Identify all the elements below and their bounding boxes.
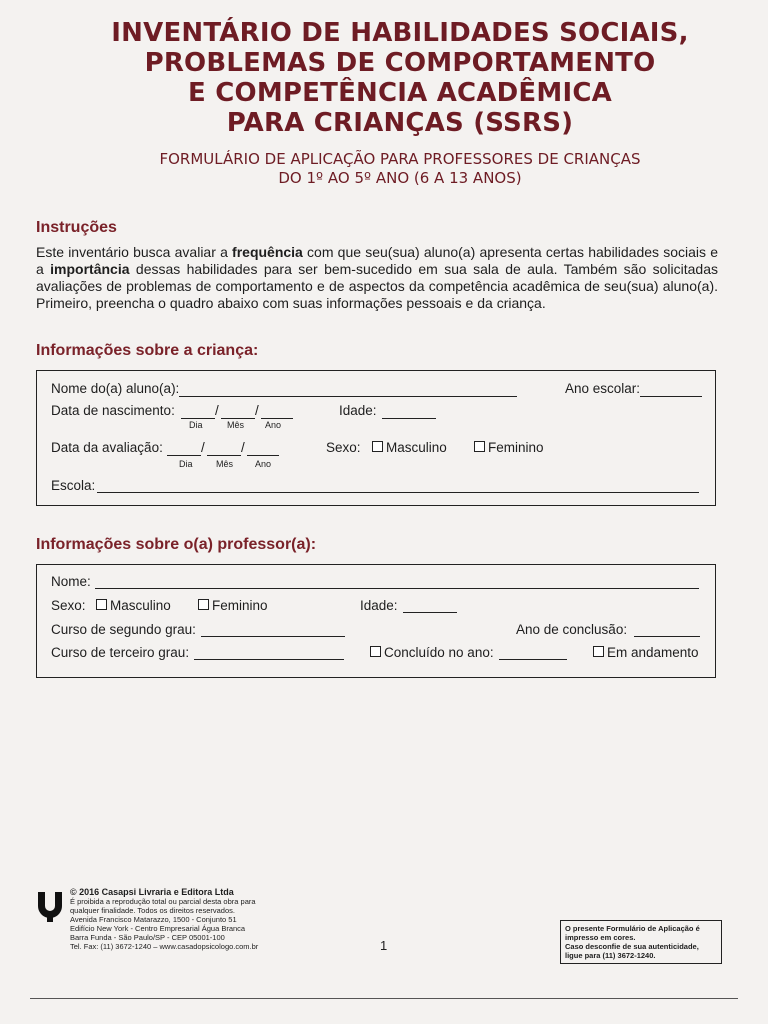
teacher-age-label: Idade: xyxy=(360,598,398,613)
child-sex-male-option[interactable] xyxy=(372,440,447,455)
instructions-heading: Instruções xyxy=(36,219,117,236)
school-year-field[interactable] xyxy=(640,396,702,397)
conclusion-year-label: Ano de conclusão: xyxy=(516,622,628,637)
student-name-field[interactable] xyxy=(179,396,517,397)
day-hint: Dia xyxy=(189,420,203,430)
authenticity-notice xyxy=(560,920,722,964)
school-year-label: Ano escolar: xyxy=(565,381,641,396)
concluded-label: Concluído no ano: xyxy=(384,645,494,660)
title-line: INVENTÁRIO DE HABILIDADES SOCIAIS, xyxy=(111,18,689,48)
instructions-text xyxy=(36,244,718,312)
form-title xyxy=(60,18,740,138)
eval-month-field[interactable] xyxy=(207,455,241,456)
title-line: PARA CRIANÇAS (SSRS) xyxy=(226,108,574,138)
subtitle-line: DO 1º AO 5º ANO (6 A 13 ANOS) xyxy=(278,169,522,187)
child-age-field[interactable] xyxy=(382,418,436,419)
female-label: Feminino xyxy=(488,440,544,455)
checkbox-icon[interactable] xyxy=(96,599,107,610)
school-label: Escola: xyxy=(51,478,96,493)
instructions-bold: frequência xyxy=(232,244,303,260)
publisher-line: É proibida a reprodução total ou parcial desta obra para xyxy=(70,897,256,906)
birth-year-field[interactable] xyxy=(261,418,293,419)
year-hint: Ano xyxy=(265,420,282,430)
publisher-logo-icon xyxy=(36,890,64,922)
checkbox-icon[interactable] xyxy=(198,599,209,610)
teacher-name-field[interactable] xyxy=(95,588,699,589)
page-number: 1 xyxy=(380,938,388,953)
instructions-part: dessas habilidades para ser bem-sucedido em sua sala de aula. Também são solicitadas avaliações de problemas de comportamento e de aspectos da competência acadêmica de seu(sua) aluno(a). Primeiro, preencha o quadro abaixo com suas informações pessoais e da criança. xyxy=(36,261,718,311)
checkbox-icon[interactable] xyxy=(474,441,485,452)
checkbox-icon[interactable] xyxy=(370,646,381,657)
publisher-line: Edifício New York - Centro Empresarial Água Branca xyxy=(70,924,246,933)
notice-line: ligue para (11) 3672-1240. xyxy=(565,951,656,960)
child-sex-female-option[interactable] xyxy=(474,440,544,455)
teacher-name-label: Nome: xyxy=(51,574,91,589)
notice-line: Caso desconfie de sua autenticidade, xyxy=(565,942,699,951)
ongoing-label: Em andamento xyxy=(607,645,699,660)
year-hint: Ano xyxy=(255,459,272,469)
ongoing-option[interactable] xyxy=(593,645,699,660)
notice-line: impresso em cores. xyxy=(565,933,636,942)
teacher-age-field[interactable] xyxy=(403,612,457,613)
notice-line: O presente Formulário de Aplicação é xyxy=(565,924,700,933)
male-label: Masculino xyxy=(110,598,171,613)
second-grade-course-label: Curso de segundo grau: xyxy=(51,622,196,637)
day-hint: Dia xyxy=(179,459,193,469)
third-grade-course-label: Curso de terceiro grau: xyxy=(51,645,190,660)
eval-year-field[interactable] xyxy=(247,455,279,456)
month-hint: Mês xyxy=(216,459,234,469)
teacher-sex-label: Sexo: xyxy=(51,598,86,613)
date-separator: / xyxy=(215,403,219,418)
child-info-box xyxy=(36,370,716,506)
birth-month-field[interactable] xyxy=(221,418,255,419)
publisher-line: Barra Funda - São Paulo/SP - CEP 05001-100 xyxy=(70,933,225,942)
birth-date-label: Data de nascimento: xyxy=(51,403,175,418)
child-sex-label: Sexo: xyxy=(326,440,361,455)
child-age-label: Idade: xyxy=(339,403,377,418)
evaluation-date-label: Data da avaliação: xyxy=(51,440,163,455)
date-separator: / xyxy=(241,440,245,455)
publisher-info xyxy=(70,888,258,951)
male-label: Masculino xyxy=(386,440,447,455)
second-grade-course-field[interactable] xyxy=(201,636,345,637)
teacher-sex-female-option[interactable] xyxy=(198,598,268,613)
instructions-bold: importância xyxy=(50,261,130,277)
third-grade-course-field[interactable] xyxy=(194,659,344,660)
date-separator: / xyxy=(201,440,205,455)
date-separator: / xyxy=(255,403,259,418)
instructions-part: Este inventário busca avaliar a xyxy=(36,244,233,260)
page-bottom-divider xyxy=(30,998,738,999)
student-name-label: Nome do(a) aluno(a): xyxy=(51,381,180,396)
child-info-heading: Informações sobre a criança: xyxy=(36,342,259,359)
conclusion-year-field[interactable] xyxy=(634,636,700,637)
subtitle-line: FORMULÁRIO DE APLICAÇÃO PARA PROFESSORES DE CRIANÇAS xyxy=(159,150,641,168)
publisher-line: qualquer finalidade. Todos os direitos reservados. xyxy=(70,906,235,915)
eval-day-field[interactable] xyxy=(167,455,201,456)
title-line: E COMPETÊNCIA ACADÊMICA xyxy=(188,78,612,108)
birth-day-field[interactable] xyxy=(181,418,215,419)
publisher-line: Tel. Fax: (11) 3672-1240 – www.casadopsicologo.com.br xyxy=(70,942,259,951)
concluded-year-field[interactable] xyxy=(499,659,567,660)
teacher-sex-male-option[interactable] xyxy=(96,598,171,613)
publisher-line: Avenida Francisco Matarazzo, 1500 - Conjunto 51 xyxy=(70,915,237,924)
school-field[interactable] xyxy=(97,492,699,493)
checkbox-icon[interactable] xyxy=(372,441,383,452)
copyright-text: © 2016 Casapsi Livraria e Editora Ltda xyxy=(70,887,234,897)
instructions-part: com que seu(sua) aluno(a) apresenta certas habilidades sociais e a xyxy=(36,244,718,277)
teacher-info-box xyxy=(36,564,716,678)
form-subtitle xyxy=(60,150,740,188)
month-hint: Mês xyxy=(227,420,245,430)
title-line: PROBLEMAS DE COMPORTAMENTO xyxy=(144,48,656,78)
teacher-info-heading: Informações sobre o(a) professor(a): xyxy=(36,536,317,553)
concluded-option[interactable] xyxy=(370,645,494,660)
female-label: Feminino xyxy=(212,598,268,613)
checkbox-icon[interactable] xyxy=(593,646,604,657)
